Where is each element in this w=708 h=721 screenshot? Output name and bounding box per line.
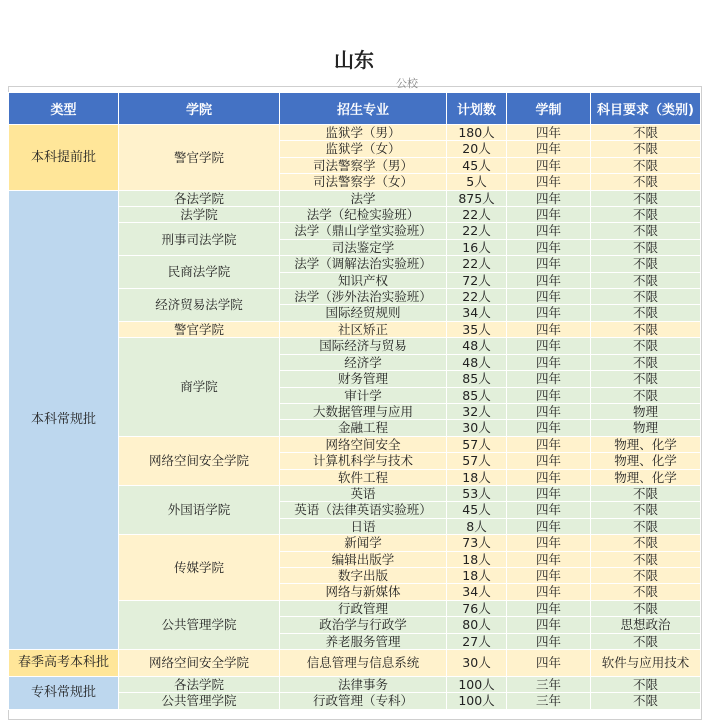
req-cell: 不限 xyxy=(591,239,701,255)
years-cell: 四年 xyxy=(507,321,591,337)
req-cell: 物理、化学 xyxy=(591,453,701,469)
major-cell: 法学（鼎山学堂实验班） xyxy=(280,223,447,239)
major-cell: 行政管理（专科） xyxy=(280,693,447,709)
plan-cell: 72人 xyxy=(447,272,507,288)
years-cell: 四年 xyxy=(507,157,591,173)
major-cell: 法学（纪检实验班） xyxy=(280,207,447,223)
plan-cell: 85人 xyxy=(447,371,507,387)
years-cell: 四年 xyxy=(507,600,591,616)
major-cell: 国际经贸规则 xyxy=(280,305,447,321)
page-title: 山东 xyxy=(334,48,374,72)
plan-cell: 18人 xyxy=(447,551,507,567)
plan-cell: 5人 xyxy=(447,174,507,190)
group-type-cell: 春季高考本科批 xyxy=(9,650,119,677)
years-cell: 四年 xyxy=(507,617,591,633)
years-cell: 四年 xyxy=(507,567,591,583)
req-cell: 不限 xyxy=(591,584,701,600)
req-cell: 不限 xyxy=(591,600,701,616)
years-cell: 四年 xyxy=(507,207,591,223)
req-cell: 不限 xyxy=(591,174,701,190)
major-cell: 新闻学 xyxy=(280,535,447,551)
plan-cell: 34人 xyxy=(447,305,507,321)
req-cell: 不限 xyxy=(591,677,701,693)
years-cell: 四年 xyxy=(507,436,591,452)
req-cell: 不限 xyxy=(591,633,701,649)
plan-cell: 53人 xyxy=(447,485,507,501)
years-cell: 四年 xyxy=(507,371,591,387)
major-cell: 政治学与行政学 xyxy=(280,617,447,633)
plan-cell: 20人 xyxy=(447,141,507,157)
major-cell: 网络空间安全 xyxy=(280,436,447,452)
years-cell: 四年 xyxy=(507,584,591,600)
years-cell: 四年 xyxy=(507,223,591,239)
req-cell: 不限 xyxy=(591,125,701,141)
years-cell: 四年 xyxy=(507,239,591,255)
req-cell: 不限 xyxy=(591,321,701,337)
years-cell: 四年 xyxy=(507,387,591,403)
header-major: 招生专业 xyxy=(280,93,447,125)
plan-cell: 48人 xyxy=(447,354,507,370)
plan-cell: 100人 xyxy=(447,677,507,693)
major-cell: 社区矫正 xyxy=(280,321,447,337)
years-cell: 三年 xyxy=(507,677,591,693)
req-cell: 不限 xyxy=(591,207,701,223)
major-cell: 法学 xyxy=(280,190,447,206)
years-cell: 四年 xyxy=(507,469,591,485)
major-cell: 英语（法律英语实验班） xyxy=(280,502,447,518)
years-cell: 四年 xyxy=(507,190,591,206)
header-college: 学院 xyxy=(119,93,280,125)
plan-cell: 35人 xyxy=(447,321,507,337)
req-cell: 不限 xyxy=(591,223,701,239)
major-cell: 软件工程 xyxy=(280,469,447,485)
major-cell: 监狱学（男） xyxy=(280,125,447,141)
enrollment-table xyxy=(8,92,701,710)
years-cell: 四年 xyxy=(507,256,591,272)
req-cell: 不限 xyxy=(591,354,701,370)
group-type-cell: 专科常规批 xyxy=(9,677,119,710)
req-cell: 不限 xyxy=(591,256,701,272)
table-row xyxy=(9,190,701,206)
major-cell: 行政管理 xyxy=(280,600,447,616)
plan-cell: 18人 xyxy=(447,469,507,485)
years-cell: 四年 xyxy=(507,502,591,518)
plan-cell: 22人 xyxy=(447,256,507,272)
years-cell: 四年 xyxy=(507,141,591,157)
plan-cell: 85人 xyxy=(447,387,507,403)
years-cell: 四年 xyxy=(507,485,591,501)
years-cell: 四年 xyxy=(507,633,591,649)
college-cell: 传媒学院 xyxy=(119,535,280,601)
major-cell: 大数据管理与应用 xyxy=(280,403,447,419)
req-cell: 不限 xyxy=(591,535,701,551)
major-cell: 财务管理 xyxy=(280,371,447,387)
table-row xyxy=(9,650,701,677)
plan-cell: 27人 xyxy=(447,633,507,649)
major-cell: 司法鉴定学 xyxy=(280,239,447,255)
header-plan: 计划数 xyxy=(447,93,507,125)
college-cell: 警官学院 xyxy=(119,125,280,191)
years-cell: 四年 xyxy=(507,338,591,354)
college-cell: 网络空间安全学院 xyxy=(119,650,280,677)
college-cell: 公共管理学院 xyxy=(119,693,280,709)
req-cell: 物理 xyxy=(591,403,701,419)
college-cell: 各法学院 xyxy=(119,677,280,693)
plan-cell: 8人 xyxy=(447,518,507,534)
req-cell: 不限 xyxy=(591,485,701,501)
years-cell: 四年 xyxy=(507,518,591,534)
major-cell: 司法警察学（男） xyxy=(280,157,447,173)
plan-cell: 45人 xyxy=(447,502,507,518)
group-type-cell: 本科提前批 xyxy=(9,125,119,191)
req-cell: 不限 xyxy=(591,289,701,305)
req-cell: 不限 xyxy=(591,551,701,567)
req-cell: 软件与应用技术 xyxy=(591,650,701,677)
major-cell: 金融工程 xyxy=(280,420,447,436)
major-cell: 英语 xyxy=(280,485,447,501)
table-body xyxy=(9,125,701,710)
college-cell: 警官学院 xyxy=(119,321,280,337)
plan-cell: 18人 xyxy=(447,567,507,583)
major-cell: 日语 xyxy=(280,518,447,534)
header-type: 类型 xyxy=(9,93,119,125)
req-cell: 不限 xyxy=(591,157,701,173)
major-cell: 数字出版 xyxy=(280,567,447,583)
major-cell: 经济学 xyxy=(280,354,447,370)
major-cell: 法学（调解法治实验班） xyxy=(280,256,447,272)
plan-cell: 875人 xyxy=(447,190,507,206)
table-header-row xyxy=(9,93,701,125)
plan-cell: 180人 xyxy=(447,125,507,141)
major-cell: 审计学 xyxy=(280,387,447,403)
years-cell: 四年 xyxy=(507,354,591,370)
req-cell: 不限 xyxy=(591,190,701,206)
years-cell: 四年 xyxy=(507,650,591,677)
req-cell: 物理 xyxy=(591,420,701,436)
major-cell: 计算机科学与技术 xyxy=(280,453,447,469)
req-cell: 思想政治 xyxy=(591,617,701,633)
header-requirement: 科目要求（类别) xyxy=(591,93,701,125)
req-cell: 不限 xyxy=(591,141,701,157)
college-cell: 经济贸易法学院 xyxy=(119,289,280,322)
college-cell: 商学院 xyxy=(119,338,280,436)
plan-cell: 73人 xyxy=(447,535,507,551)
plan-cell: 57人 xyxy=(447,453,507,469)
years-cell: 四年 xyxy=(507,453,591,469)
college-cell: 公共管理学院 xyxy=(119,600,280,649)
college-cell: 网络空间安全学院 xyxy=(119,436,280,485)
major-cell: 法律事务 xyxy=(280,677,447,693)
plan-cell: 22人 xyxy=(447,207,507,223)
years-cell: 四年 xyxy=(507,305,591,321)
major-cell: 司法警察学（女） xyxy=(280,174,447,190)
req-cell: 不限 xyxy=(591,518,701,534)
plan-cell: 22人 xyxy=(447,289,507,305)
college-cell: 法学院 xyxy=(119,207,280,223)
req-cell: 不限 xyxy=(591,387,701,403)
req-cell: 物理、化学 xyxy=(591,469,701,485)
major-cell: 网络与新媒体 xyxy=(280,584,447,600)
group-type-cell: 本科常规批 xyxy=(9,190,119,649)
req-cell: 不限 xyxy=(591,305,701,321)
years-cell: 四年 xyxy=(507,551,591,567)
req-cell: 不限 xyxy=(591,567,701,583)
plan-cell: 32人 xyxy=(447,403,507,419)
college-cell: 民商法学院 xyxy=(119,256,280,289)
plan-cell: 30人 xyxy=(447,650,507,677)
years-cell: 四年 xyxy=(507,289,591,305)
years-cell: 四年 xyxy=(507,272,591,288)
college-cell: 外国语学院 xyxy=(119,485,280,534)
table-row xyxy=(9,125,701,141)
stray-text: 公校 xyxy=(396,77,418,90)
major-cell: 知识产权 xyxy=(280,272,447,288)
major-cell: 国际经济与贸易 xyxy=(280,338,447,354)
plan-cell: 100人 xyxy=(447,693,507,709)
req-cell: 不限 xyxy=(591,371,701,387)
header-years: 学制 xyxy=(507,93,591,125)
plan-cell: 16人 xyxy=(447,239,507,255)
plan-cell: 30人 xyxy=(447,420,507,436)
major-cell: 信息管理与信息系统 xyxy=(280,650,447,677)
years-cell: 四年 xyxy=(507,403,591,419)
years-cell: 四年 xyxy=(507,174,591,190)
req-cell: 不限 xyxy=(591,693,701,709)
years-cell: 四年 xyxy=(507,125,591,141)
req-cell: 物理、化学 xyxy=(591,436,701,452)
major-cell: 监狱学（女） xyxy=(280,141,447,157)
major-cell: 法学（涉外法治实验班） xyxy=(280,289,447,305)
plan-cell: 48人 xyxy=(447,338,507,354)
plan-cell: 80人 xyxy=(447,617,507,633)
college-cell: 各法学院 xyxy=(119,190,280,206)
plan-cell: 76人 xyxy=(447,600,507,616)
req-cell: 不限 xyxy=(591,502,701,518)
plan-cell: 22人 xyxy=(447,223,507,239)
college-cell: 刑事司法学院 xyxy=(119,223,280,256)
plan-cell: 34人 xyxy=(447,584,507,600)
years-cell: 四年 xyxy=(507,535,591,551)
req-cell: 不限 xyxy=(591,272,701,288)
major-cell: 编辑出版学 xyxy=(280,551,447,567)
years-cell: 四年 xyxy=(507,420,591,436)
table-row xyxy=(9,677,701,693)
plan-cell: 57人 xyxy=(447,436,507,452)
plan-cell: 45人 xyxy=(447,157,507,173)
years-cell: 三年 xyxy=(507,693,591,709)
major-cell: 养老服务管理 xyxy=(280,633,447,649)
req-cell: 不限 xyxy=(591,338,701,354)
